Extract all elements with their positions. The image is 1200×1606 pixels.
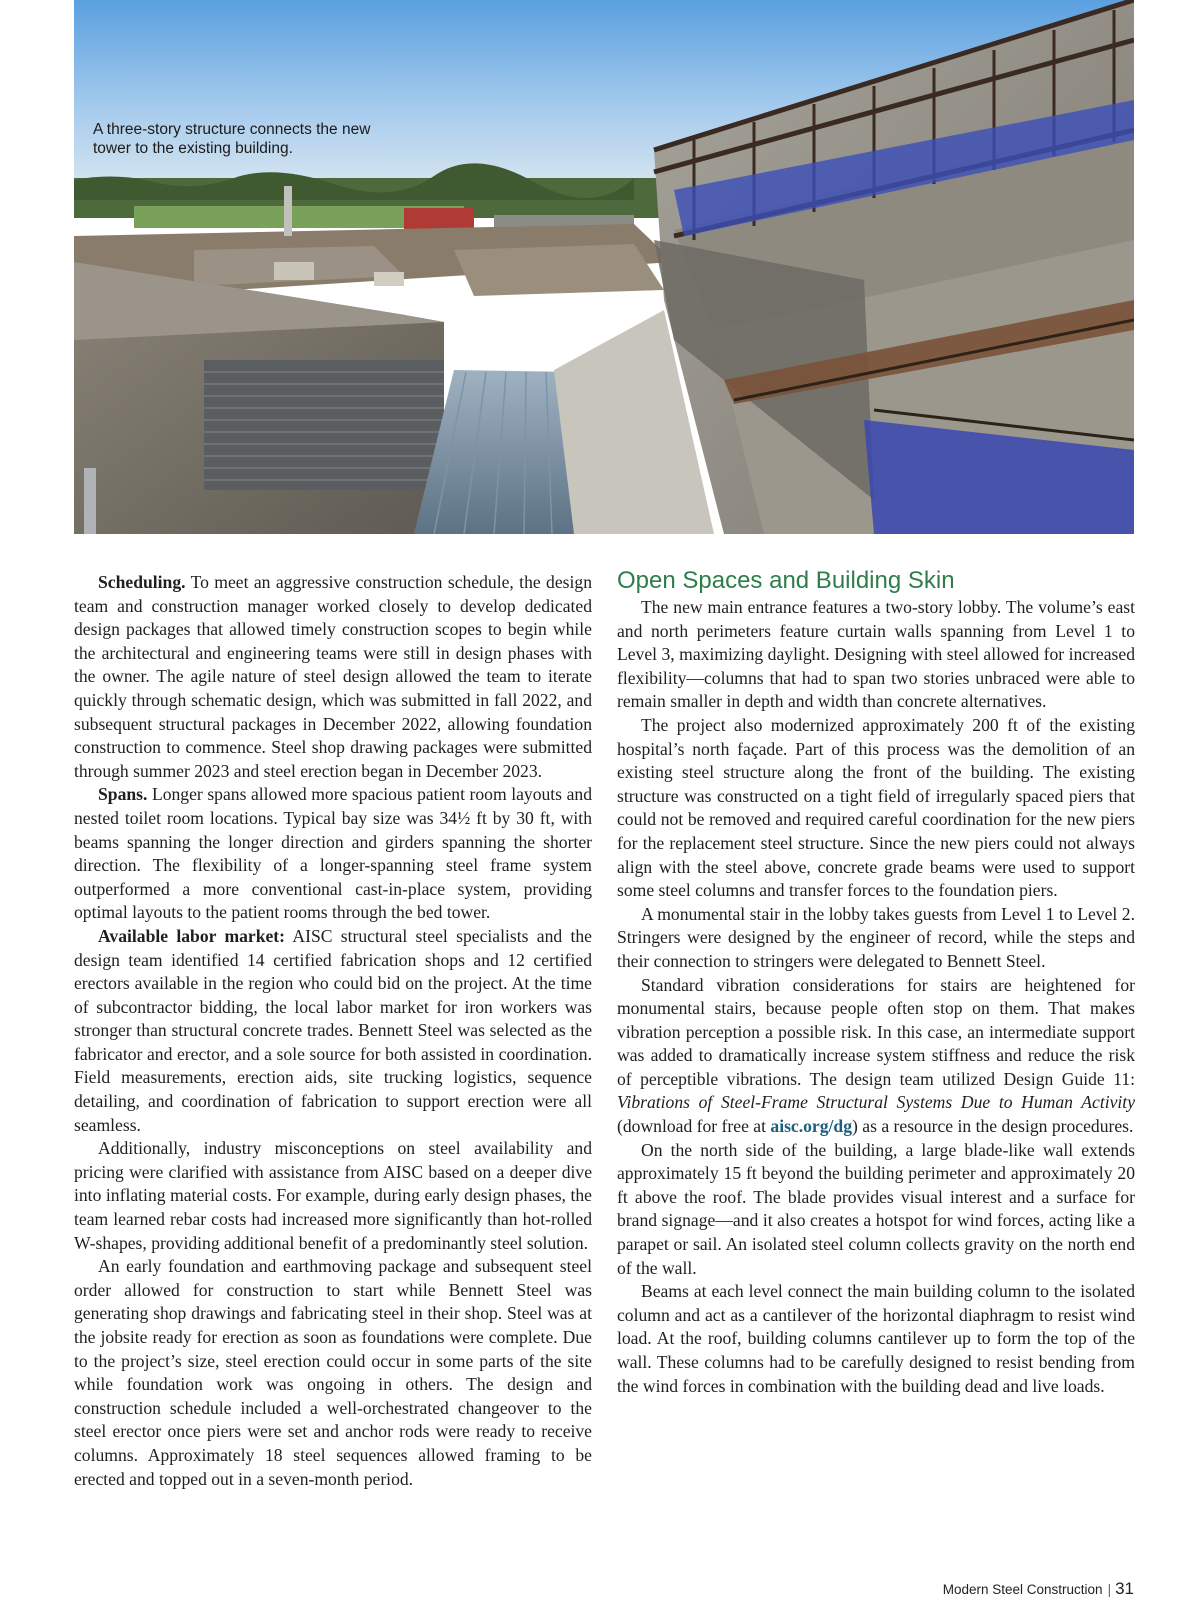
footer-separator: |: [1107, 1582, 1112, 1597]
paragraph-text: ) as a resource in the design procedures.: [852, 1116, 1134, 1137]
paragraph-vibration: [617, 974, 1135, 1139]
left-text-column: [74, 571, 592, 1491]
runin-heading-scheduling: Scheduling.: [98, 572, 186, 592]
page-footer: [943, 1579, 1134, 1599]
design-guide-title: Vibrations of Steel-Frame Structural Systems Due to Human Activity: [617, 1092, 1135, 1113]
construction-photo: [74, 0, 1134, 534]
paragraph-text: Longer spans allowed more spacious patient room layouts and nested toilet room locations. Typical bay size was 34½ ft by 30 ft, with beams spanning the longer direction and girders spanning the shorter direction. The flexibility of a longer-spanning steel frame system outperformed a more conventional cast-in-place system, providing optimal layouts to the patient rooms through the bed tower.: [74, 784, 592, 923]
paragraph-text: AISC structural steel specialists and the design team identified 14 certified fabrication shops and 12 certified erectors available in the region who could bid on the project. At the time of subcontractor bidding, the local labor market for iron workers was stronger than structural concrete trades. Bennett Steel was selected as the fabricator and erector, and a sole source for both assisted in coordination. Field measurements, erection aids, site trucking logistics, sequence detailing, and coordination of fabrication to support erection were all seamless.: [74, 925, 592, 1135]
paragraph-labor-market: [74, 925, 592, 1137]
page-number: 31: [1115, 1579, 1134, 1598]
paragraph-main-entrance: The new main entrance features a two-story lobby. The volume’s east and north perimeters feature curtain walls spanning from Level 1 to Level 3, maximizing daylight. Designing with steel allowed for increased flexibility—columns that had to span two stories unbraced were able to remain smaller in depth and width than concrete alternatives.: [617, 597, 1135, 712]
right-text-column: [617, 567, 1135, 1398]
construction-photo-illustration: [74, 0, 1134, 534]
paragraph-blade-wall: On the north side of the building, a large blade-like wall extends approximately 15 ft beyond the building perimeter and approximately 20 ft above the roof. The blade provides visual interest and a surface for brand signage—and it also creates a hotspot for wind forces, acting like a parapet or sail. An isolated steel column collects gravity on the north end of the wall.: [617, 1139, 1135, 1278]
paragraph-spans: [74, 783, 592, 925]
runin-heading-spans: Spans.: [98, 784, 148, 805]
paragraph-scheduling: [74, 571, 592, 783]
paragraph-text: To meet an aggressive construction schedule, the design team and construction manager worked closely to develop dedicated design packages that allowed timely construction scopes to begin while the architectural and engineering teams were still in design phases with the owner. The agile nature of steel design allowed the team to iterate quickly through schematic design, which was submitted in fall 2022, and subsequent structural packages in December 2022, allowing foundation construction to commence. Steel shop drawing packages were submitted through summer 2023 and steel erection began in December 2023.: [74, 572, 592, 781]
paragraph-monumental-stair: A monumental stair in the lobby takes guests from Level 1 to Level 2. Stringers were designed by the engineer of record, while the steps and their connection to stringers were delegated to Bennett Steel.: [617, 903, 1135, 971]
runin-heading-labor-market: Available labor market:: [98, 925, 286, 946]
paragraph-text: (download for free at: [617, 1116, 771, 1137]
paragraph-beams-cantilever: Beams at each level connect the main building column to the isolated column and act as a cantilever of the horizontal diaphragm to resist wind load. At the roof, building columns cantilever up to form the top of the wall. These columns had to be carefully designed to resist bending from the wind forces in combination with the building dead and live loads.: [617, 1281, 1135, 1396]
paragraph-text: Standard vibration considerations for stairs are heightened for monumental stairs, because people often stop on them. That makes vibration perception a possible risk. In this case, an intermediate support was added to dramatically increase system stiffness and reduce the risk of perceptible vibrations. The design team utilized Design Guide 11:: [617, 974, 1135, 1089]
photo-caption: A three-story structure connects the new tower to the existing building.: [93, 121, 371, 157]
paragraph-misconceptions: Additionally, industry misconceptions on steel availability and pricing were clarified with assistance from AISC based on a deeper dive into inflating material costs. For example, during early design phases, the team learned rebar costs had increased more significantly than hot-rolled W-shapes, providing additional benefit of a predominantly steel solution.: [74, 1138, 592, 1253]
paragraph-north-facade: The project also modernized approximately 200 ft of the existing hospital’s north façade. Part of this process was the demolition of an existing steel structure along the front of the building. The existing structure was constructed on a tight field of irregularly spaced piers that could not be removed and required careful coordination for the new piers for the replacement steel structure. Since the new piers could not always align with the steel above, concrete grade beams were used to support some steel columns and transfer forces to the foundation piers.: [617, 714, 1135, 901]
paragraph-foundation-package: An early foundation and earthmoving package and subsequent steel order allowed for construction to start while Bennett Steel was generating shop drawings and fabricating steel in their shop. Steel was at the jobsite ready for erection as soon as foundations were complete. Due to the project’s size, steel erection could occur in some parts of the site while foundation work was ongoing in others. The design and construction schedule included a well-orchestrated changeover to the steel erector once piers were set and anchor rods were ready to receive columns. Approximately 18 steel sequences allowed framing to be erected and topped out in a seven-month period.: [74, 1256, 592, 1489]
section-heading: Open Spaces and Building Skin: [617, 567, 955, 594]
aisc-design-guide-link[interactable]: aisc.org/dg: [770, 1116, 853, 1137]
publication-name: Modern Steel Construction: [942, 1582, 1103, 1597]
